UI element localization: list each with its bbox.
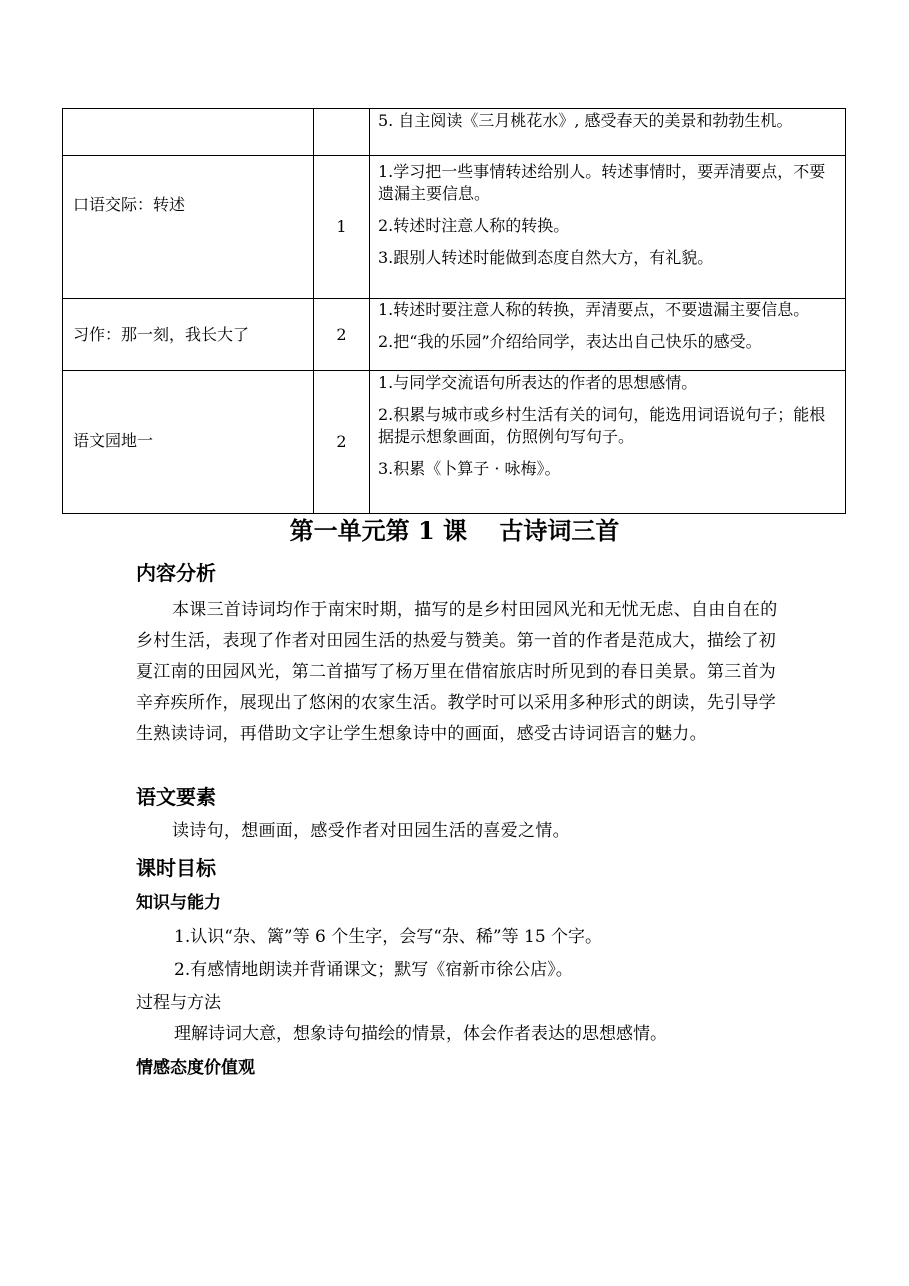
topic-cell: 口语交际：转述 xyxy=(63,156,314,299)
goal-item: 1.与同学交流语句所表达的作者的思想感情。 xyxy=(378,373,698,392)
language-elements-heading: 语文要素 xyxy=(136,785,216,809)
topic-cell xyxy=(63,109,314,156)
lesson-plan-table xyxy=(62,108,846,514)
language-elements-text: 读诗句，想画面，感受作者对田园生活的喜爱之情。 xyxy=(172,821,570,841)
emotion-values-heading: 情感态度价值观 xyxy=(136,1058,255,1078)
topic-cell: 习作：那一刻，我长大了 xyxy=(63,299,314,371)
goals-cell xyxy=(370,299,846,371)
table-row xyxy=(63,371,846,514)
goals-cell xyxy=(370,156,846,299)
hours-cell: 1 xyxy=(314,156,370,299)
goals-cell xyxy=(370,371,846,514)
hours-cell: 2 xyxy=(314,371,370,514)
content-analysis-heading: 内容分析 xyxy=(136,561,216,585)
goal-item: 2.转述时注意人称的转换。 xyxy=(378,216,570,235)
goal-item: 1.学习把一些事情转述给别人。转述事情时，要弄清要点，不要遗漏主要信息。 xyxy=(378,162,826,203)
goal-item: 3.跟别人转述时能做到态度自然大方，有礼貌。 xyxy=(378,248,714,267)
process-method-heading: 过程与方法 xyxy=(136,993,221,1013)
table-row xyxy=(63,156,846,299)
knowledge-item: 1.认识“杂、篱”等 6 个生字，会写“杂、稀”等 15 个字。 xyxy=(174,927,603,947)
lesson-goals-heading: 课时目标 xyxy=(136,856,216,880)
hours-cell xyxy=(314,109,370,156)
goal-item: 2.积累与城市或乡村生活有关的词句，能选用词语说句子；能根据提示想象画面，仿照例句写句子。 xyxy=(378,405,826,446)
knowledge-ability-heading: 知识与能力 xyxy=(136,893,221,913)
table-row xyxy=(63,299,846,371)
lesson-title: 第一单元第 1 课 古诗词三首 xyxy=(289,516,620,545)
process-method-text: 理解诗词大意，想象诗句描绘的情景，体会作者表达的思想感情。 xyxy=(174,1024,667,1044)
goal-item: 5. 自主阅读《三月桃花水》, 感受春天的美景和勃勃生机。 xyxy=(378,111,793,130)
content-analysis-text: 本课三首诗词均作于南宋时期，描写的是乡村田园风光和无忧无虑、自由自在的乡村生活，表现了作者对田园生活的热爱与赞美。第一首的作者是范成大，描绘了初夏江南的田园风光，第二首描写了杨万里在借宿旅店时所见到的春日美景。第三首为辛弃疾所作，展现出了悠闲的农家生活。教学时可以采用多种形式的朗读，先引导学生熟读诗词，再借助文字让学生想象诗中的画面，感受古诗词语言的魅力。 xyxy=(136,600,778,744)
table-row xyxy=(63,109,846,156)
goal-item: 1.转述时要注意人称的转换，弄清要点，不要遗漏主要信息。 xyxy=(378,300,810,319)
goals-cell xyxy=(370,109,846,156)
goal-item: 3.积累《卜算子 · 咏梅》。 xyxy=(378,459,561,478)
knowledge-item: 2.有感情地朗读并背诵课文；默写《宿新市徐公店》。 xyxy=(174,960,573,980)
hours-cell: 2 xyxy=(314,299,370,371)
topic-cell: 语文园地一 xyxy=(63,371,314,514)
goal-item: 2.把“我的乐园”介绍给同学，表达出自己快乐的感受。 xyxy=(378,332,762,351)
